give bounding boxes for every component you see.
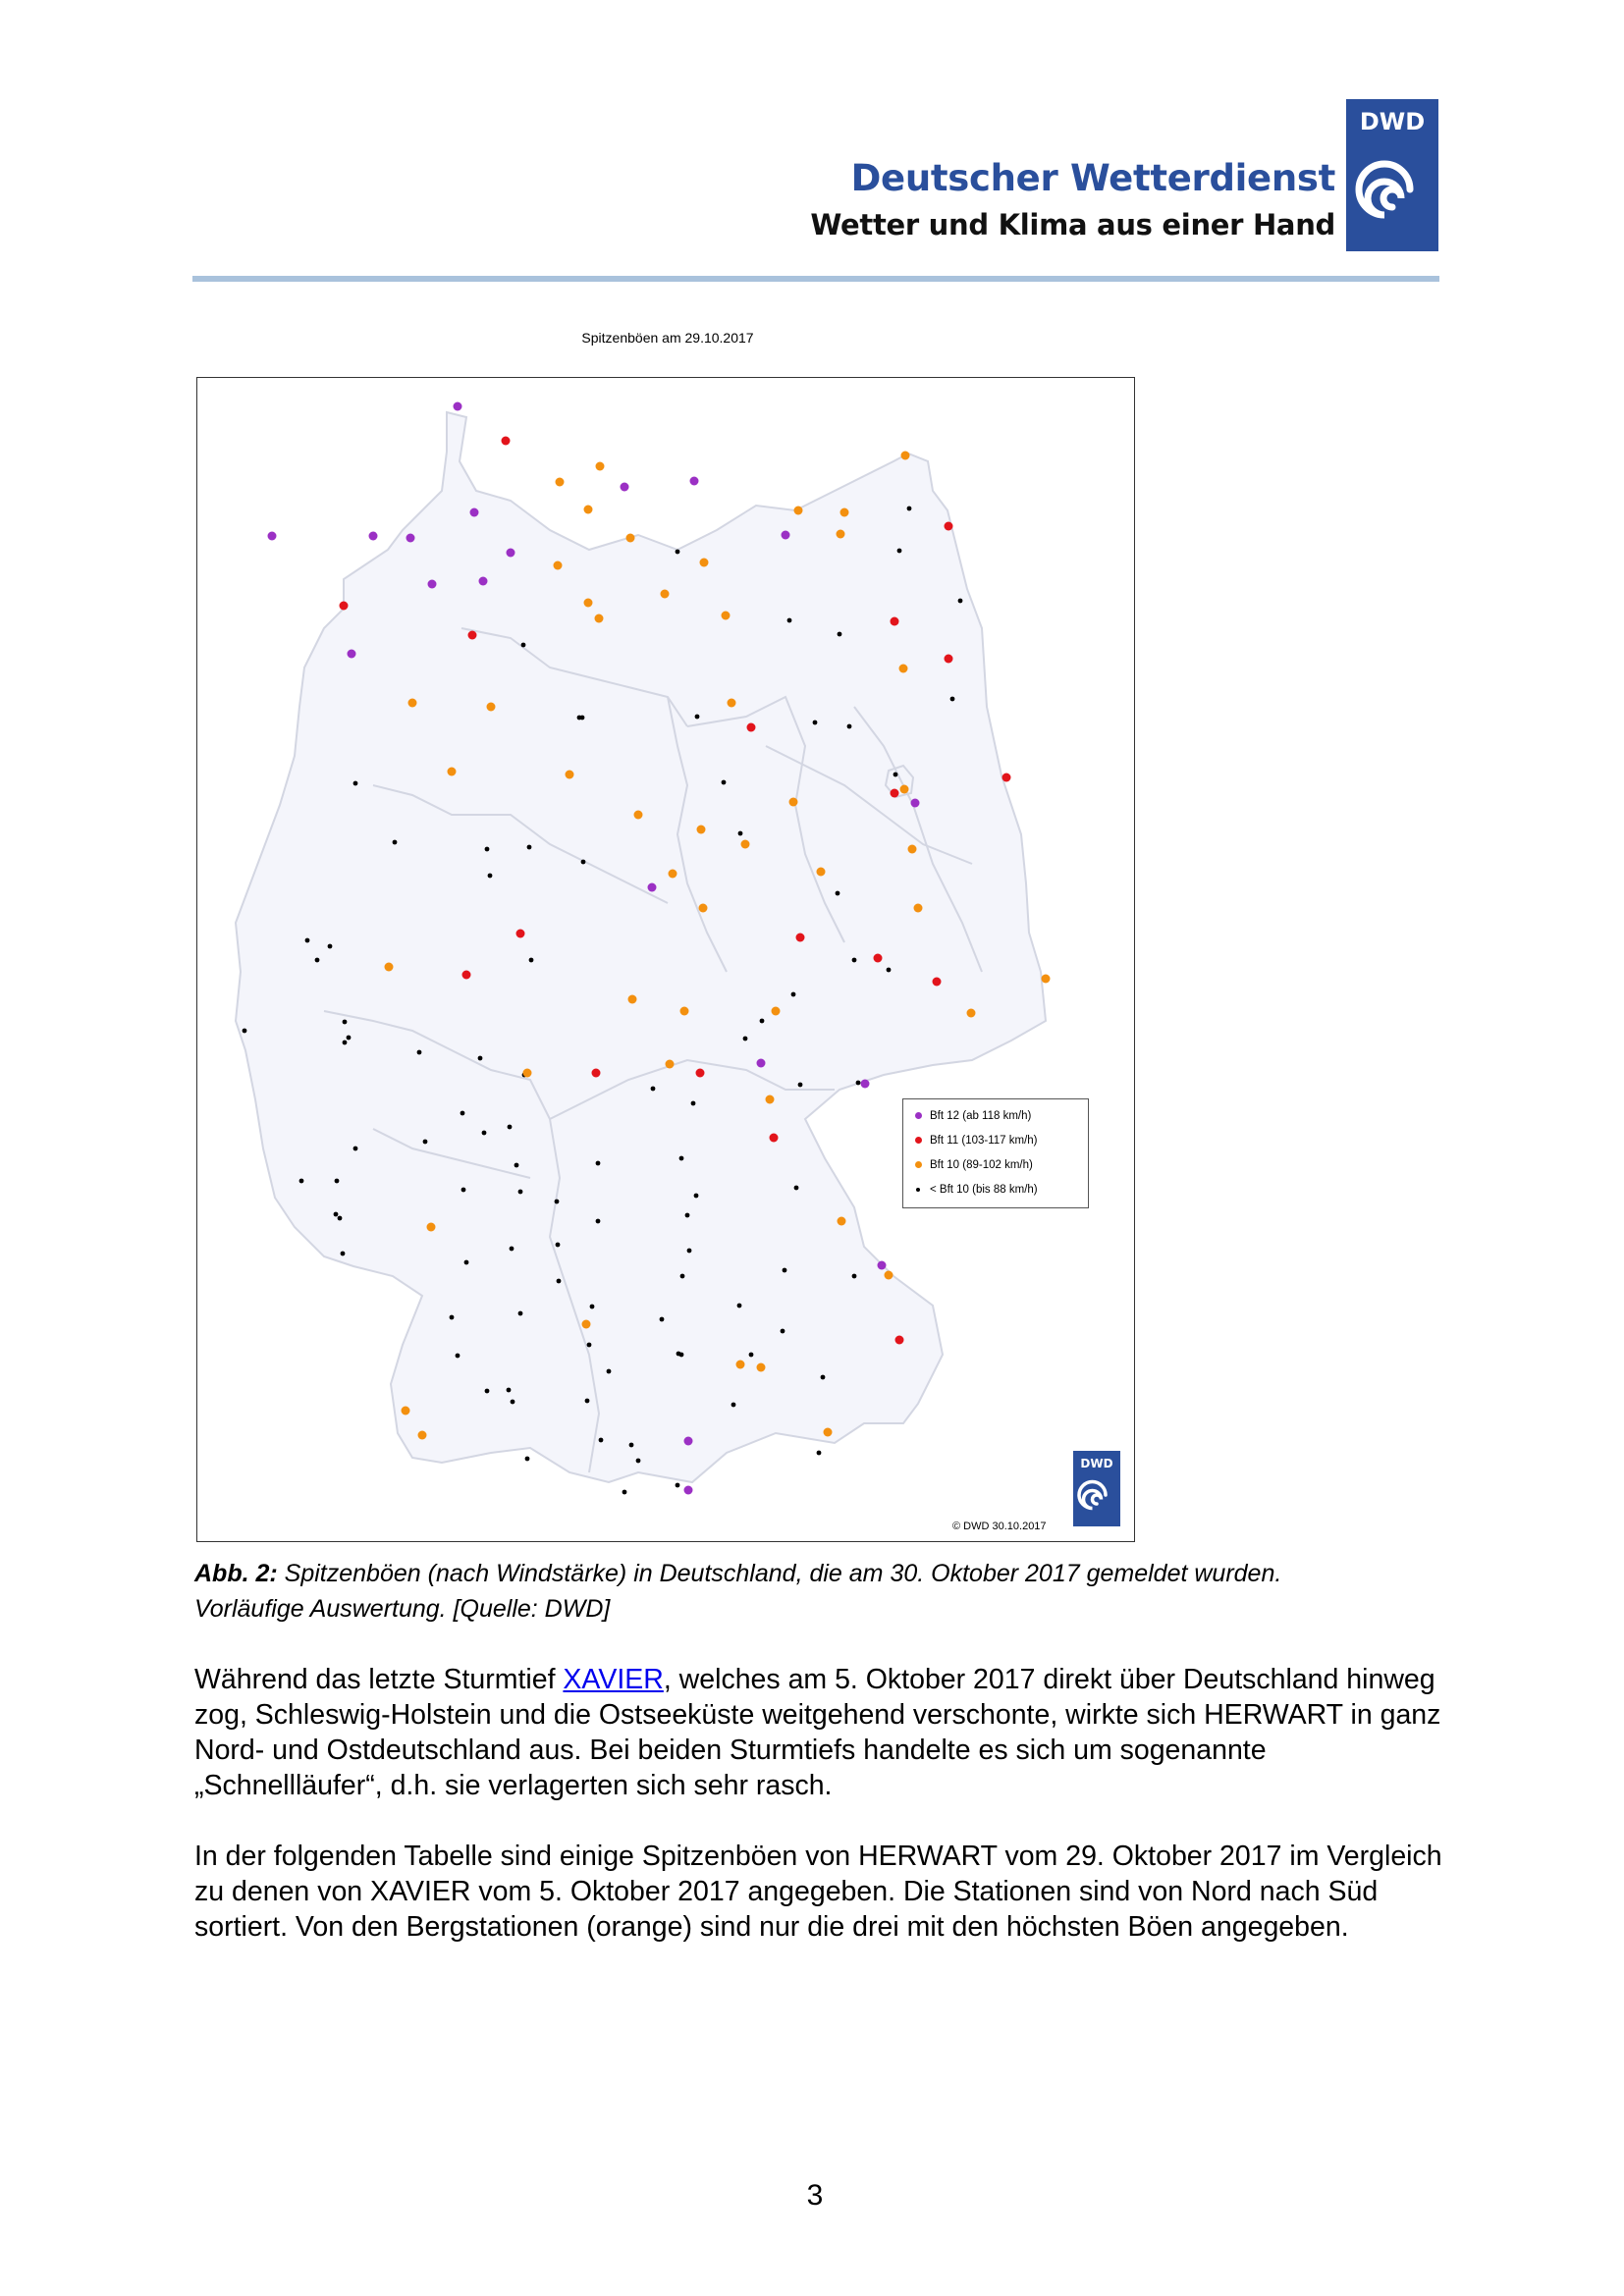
station-marker <box>838 632 842 637</box>
station-marker <box>747 723 756 732</box>
station-marker <box>479 577 488 586</box>
station-marker <box>596 1161 601 1166</box>
station-marker <box>666 1060 675 1069</box>
station-marker <box>791 992 796 997</box>
map-copyright: © DWD 30.10.2017 <box>952 1521 1047 1532</box>
station-marker <box>794 1186 799 1191</box>
station-marker <box>824 1428 833 1437</box>
paragraph-1-end: , welches am 5. Oktober 2017 direkt über Deutschland hinweg zog, Schleswig-Holstein und die Ostseeküste weitgehend verschonte, wirkte sich HERWART in ganz Nord- und Ostdeutschland aus. Bei beiden Sturmtiefs handelte es sich um sogenannte „Schnellläufer“, d.h. sie verlagerten sich sehr rasch. <box>194 1664 1441 1801</box>
station-marker <box>685 1213 690 1218</box>
station-marker <box>680 1007 689 1016</box>
station-marker <box>369 532 378 541</box>
station-marker <box>585 1399 590 1404</box>
station-marker <box>1042 975 1051 984</box>
caption-label: Abb. 2: <box>194 1560 278 1587</box>
station-marker <box>728 699 736 708</box>
station-marker <box>901 452 910 460</box>
station-marker <box>470 508 479 517</box>
station-marker <box>626 534 635 543</box>
station-marker <box>510 1247 514 1252</box>
station-marker <box>757 1059 766 1068</box>
station-marker <box>599 1438 604 1443</box>
station-marker <box>584 599 593 608</box>
station-marker <box>736 1361 745 1369</box>
station-marker <box>580 716 585 721</box>
legend-label: Bft 10 (89-102 km/h) <box>930 1159 1033 1171</box>
station-marker <box>590 1305 595 1309</box>
station-marker <box>1002 774 1011 782</box>
station-marker <box>423 1140 428 1145</box>
station-marker <box>911 799 920 808</box>
station-marker <box>680 1274 685 1279</box>
station-marker <box>787 618 792 623</box>
station-marker <box>907 507 912 511</box>
station-marker <box>348 650 356 659</box>
station-marker <box>417 1050 422 1055</box>
station-marker <box>527 845 532 850</box>
station-marker <box>679 1353 684 1358</box>
paragraph-2: In der folgenden Tabelle sind einige Spitzenböen von HERWART vom 29. Oktober 2017 im Vergleich zu denen von XAVIER vom 5. Oktober 2017 angegeben. Die Stationen sind von Nord nach Süd sortiert. Von den Bergstationen (orange) sind nur die drei mit den höchsten Böen angegeben. <box>194 1841 1442 1943</box>
brand-name: Deutscher Wetterdienst <box>850 157 1335 199</box>
station-marker <box>700 559 709 567</box>
station-marker <box>353 1147 358 1151</box>
station-marker <box>636 1459 641 1464</box>
station-marker <box>874 954 883 963</box>
purple-dot-icon <box>915 1112 922 1119</box>
station-marker <box>243 1029 247 1034</box>
station-marker <box>817 868 826 877</box>
paragraph-1 <box>194 1662 1451 1803</box>
station-marker <box>628 995 637 1004</box>
station-marker <box>895 1336 904 1345</box>
station-marker <box>487 703 496 712</box>
station-marker <box>634 811 643 820</box>
legend-label: < Bft 10 (bis 88 km/h) <box>930 1184 1038 1196</box>
station-marker <box>557 1279 562 1284</box>
station-marker <box>621 483 629 492</box>
station-marker <box>737 1304 742 1308</box>
station-marker <box>950 697 955 702</box>
station-marker <box>592 1069 601 1078</box>
station-marker <box>596 462 605 471</box>
station-marker <box>899 665 908 673</box>
station-marker <box>847 724 852 729</box>
station-marker <box>556 478 565 487</box>
legend-item-below-bft10 <box>915 1181 1038 1199</box>
station-marker <box>891 789 899 798</box>
station-marker <box>341 1252 346 1256</box>
station-marker <box>523 1069 532 1078</box>
station-marker <box>338 1216 343 1221</box>
station-marker <box>418 1431 427 1440</box>
station-marker <box>958 599 963 604</box>
station-marker <box>852 1274 857 1279</box>
station-marker <box>529 958 534 963</box>
station-marker <box>885 1271 893 1280</box>
station-marker <box>518 1190 523 1195</box>
station-marker <box>651 1087 656 1092</box>
station-marker <box>428 580 437 589</box>
red-dot-icon <box>915 1137 922 1144</box>
station-marker <box>623 1490 627 1495</box>
station-marker <box>757 1363 766 1372</box>
station-marker <box>462 971 471 980</box>
station-marker <box>343 1041 348 1045</box>
station-marker <box>587 1343 592 1348</box>
xavier-link[interactable]: XAVIER <box>563 1664 664 1695</box>
station-marker <box>456 1354 460 1359</box>
map-title: Spitzenböen am 29.10.2017 <box>581 330 754 346</box>
station-marker <box>836 891 840 896</box>
station-marker <box>933 978 942 987</box>
station-marker <box>502 437 511 446</box>
station-marker <box>743 1037 748 1041</box>
station-marker <box>852 958 857 963</box>
station-marker <box>328 944 333 949</box>
station-marker <box>856 1081 861 1086</box>
station-marker <box>393 840 398 845</box>
station-marker <box>722 612 731 620</box>
station-marker <box>464 1260 469 1265</box>
station-marker <box>669 870 677 879</box>
station-marker <box>900 785 909 794</box>
station-marker <box>581 860 586 865</box>
paragraph-1-start: Während das letzte Sturmtief <box>194 1664 564 1695</box>
station-marker <box>461 1188 466 1193</box>
map-legend <box>902 1098 1089 1208</box>
station-marker <box>347 1036 352 1041</box>
station-marker <box>696 1069 705 1078</box>
station-marker <box>454 402 462 411</box>
station-marker <box>837 530 845 539</box>
station-marker <box>525 1457 530 1462</box>
station-marker <box>770 1134 779 1143</box>
station-marker <box>521 643 526 648</box>
station-marker <box>507 1388 512 1393</box>
station-marker <box>584 506 593 514</box>
station-marker <box>340 602 349 611</box>
station-marker <box>967 1009 976 1018</box>
orange-dot-icon <box>915 1161 922 1168</box>
map-dwd-logo <box>1073 1451 1120 1526</box>
station-marker <box>690 477 699 486</box>
station-marker <box>838 1217 846 1226</box>
station-marker <box>676 1483 680 1488</box>
station-marker <box>555 1200 560 1204</box>
station-marker <box>897 549 902 554</box>
station-marker <box>697 826 706 834</box>
station-marker <box>408 699 417 708</box>
station-marker <box>518 1311 523 1316</box>
station-marker <box>679 1156 684 1161</box>
legend-item-bft10 <box>915 1156 1033 1174</box>
station-marker <box>891 617 899 626</box>
station-marker <box>821 1375 826 1380</box>
station-marker <box>507 549 515 558</box>
legend-item-bft11 <box>915 1132 1038 1149</box>
station-marker <box>468 631 477 640</box>
station-marker <box>556 1243 561 1248</box>
station-marker <box>699 904 708 913</box>
station-marker <box>749 1353 754 1358</box>
station-marker <box>268 532 277 541</box>
station-marker <box>731 1403 736 1408</box>
station-marker <box>766 1095 775 1104</box>
station-marker <box>460 1111 465 1116</box>
station-marker <box>450 1315 455 1320</box>
station-marker <box>908 845 917 854</box>
black-dot-icon <box>916 1188 920 1192</box>
station-marker <box>914 904 923 913</box>
station-marker <box>798 1083 803 1088</box>
station-marker <box>684 1437 693 1446</box>
figure-caption <box>194 1556 1294 1627</box>
caption-text: Spitzenböen (nach Windstärke) in Deutschland, die am 30. Oktober 2017 gemeldet wurden. Vorläufige Auswertung. [Quelle: DWD] <box>194 1560 1282 1623</box>
legend-item-bft12 <box>915 1107 1031 1125</box>
station-marker <box>299 1179 304 1184</box>
station-marker <box>485 847 490 852</box>
station-marker <box>840 508 849 517</box>
station-marker <box>861 1080 870 1089</box>
station-marker <box>305 938 310 943</box>
station-marker <box>741 840 750 849</box>
station-marker <box>691 1101 696 1106</box>
station-marker <box>722 780 727 785</box>
station-marker <box>508 1125 513 1130</box>
station-marker <box>516 930 525 938</box>
station-marker <box>813 721 818 725</box>
station-marker <box>893 773 898 777</box>
station-marker <box>582 1320 591 1329</box>
station-marker <box>782 531 790 540</box>
station-marker <box>660 1317 665 1322</box>
station-marker <box>406 534 415 543</box>
station-marker <box>566 771 574 779</box>
station-marker <box>781 1329 785 1334</box>
map-logo-text: DWD <box>1080 1457 1113 1470</box>
station-marker <box>353 781 358 786</box>
station-marker <box>335 1179 340 1184</box>
station-marker <box>402 1407 410 1415</box>
station-marker <box>478 1056 483 1061</box>
station-marker <box>514 1163 519 1168</box>
logo-text: DWD <box>1359 108 1426 135</box>
station-marker <box>676 550 680 555</box>
station-marker <box>738 831 743 836</box>
station-marker <box>596 1219 601 1224</box>
station-marker <box>794 507 803 515</box>
station-marker <box>448 768 457 776</box>
station-marker <box>343 1020 348 1025</box>
station-marker <box>488 874 493 879</box>
station-marker <box>687 1249 692 1254</box>
station-marker <box>482 1131 487 1136</box>
station-marker <box>760 1019 765 1024</box>
brand-slogan: Wetter und Klima aus einer Hand <box>810 208 1335 241</box>
station-marker <box>661 590 670 599</box>
station-marker <box>427 1223 436 1232</box>
station-marker <box>878 1261 887 1270</box>
station-marker <box>629 1443 634 1448</box>
station-marker <box>695 715 700 720</box>
station-marker <box>315 958 320 963</box>
station-marker <box>945 522 953 531</box>
station-marker <box>595 614 604 623</box>
station-marker <box>789 798 798 807</box>
legend-label: Bft 11 (103-117 km/h) <box>930 1135 1038 1147</box>
station-marker <box>783 1268 787 1273</box>
station-marker <box>796 934 805 942</box>
station-marker <box>607 1369 612 1374</box>
station-marker <box>334 1212 339 1217</box>
legend-label: Bft 12 (ab 118 km/h) <box>930 1110 1032 1122</box>
station-marker <box>772 1007 781 1016</box>
station-marker <box>887 968 892 973</box>
station-marker <box>554 561 563 570</box>
station-marker <box>511 1400 515 1405</box>
station-marker <box>945 655 953 664</box>
station-marker <box>684 1486 693 1495</box>
station-marker <box>817 1451 822 1456</box>
station-marker <box>485 1389 490 1394</box>
station-marker <box>694 1194 699 1199</box>
station-marker <box>648 883 657 892</box>
page-number: 3 <box>806 2179 824 2212</box>
station-marker <box>385 963 394 972</box>
germany-outline <box>236 412 1046 1482</box>
